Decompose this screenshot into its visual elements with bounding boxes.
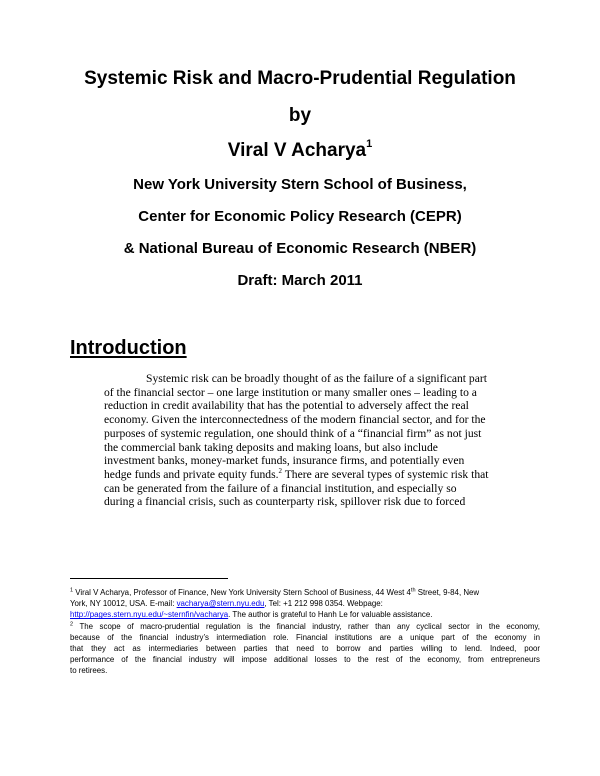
body-line-text: There are several types of systemic risk that: [284, 467, 489, 481]
footnote-1-text: , Tel: +1 212 998 0354. Webpage:: [264, 599, 383, 609]
body-line: during a financial crisis, such as counterparty risk, spillover risk due to forced: [104, 495, 466, 509]
footnote-2-marker: 2: [70, 620, 74, 627]
footnote-1-line: [70, 587, 540, 598]
footnote-2-line: to retirees.: [70, 666, 108, 676]
affiliation-nyu: New York University Stern School of Business,: [133, 176, 467, 193]
footnote-ref-2[interactable]: 2: [278, 467, 283, 476]
body-line: investment banks, money-market funds, insurance firms, and potentially even: [104, 454, 465, 468]
footnote-separator: [70, 578, 228, 579]
affiliation-nber: & National Bureau of Economic Research (NBER): [123, 240, 477, 257]
footnote-2-line: because of the financial industry’s intermediation role. Financial institutions are a unique part of the economy in: [70, 632, 540, 642]
body-line: economy. Given the interconnectedness of the modern financial sector, and for the: [104, 413, 486, 427]
body-line: reduction in credit availability that has the potential to adversely affect the real: [104, 399, 469, 413]
footnote-2-line: performance of the financial industry will impose additional losses to the rest of the economy, from entrepreneurs: [70, 655, 540, 665]
footnote-1-text: Street, 9-84, New: [417, 588, 480, 597]
footnote-1-text: Viral V Acharya, Professor of Finance, New York University Stern School of Business, 44 West 4: [75, 588, 411, 597]
body-line: purposes of systemic regulation, one should think of a “financial firm” as not just: [104, 426, 482, 440]
footnote-2-text: The scope of macro-prudential regulation is the financial industry, rather than any cyclical sector in the economy,: [79, 621, 540, 631]
footnote-1-line: [70, 598, 540, 609]
body-line: Systemic risk can be broadly thought of as the failure of a significant part: [146, 372, 487, 385]
title-block: [40, 68, 560, 290]
footnote-1-marker: 1: [70, 587, 74, 594]
body-line: [104, 468, 536, 482]
introduction-heading: Introduction: [70, 337, 187, 359]
affiliation-cepr: Center for Economic Policy Research (CEPR): [138, 208, 462, 225]
body-line: can be generated from the failure of a financial institution, and especially so: [104, 481, 457, 495]
author-email-link[interactable]: vacharya@stern.nyu.edu: [176, 599, 265, 609]
footnote-1-th: th: [410, 587, 416, 594]
body-line: the commercial bank taking deposits and making loans, but also include: [104, 440, 438, 454]
paper-title: Systemic Risk and Macro-Prudential Regulation: [84, 68, 516, 89]
footnote-1-line: [70, 609, 540, 620]
body-line: of the financial sector – one large institution or many smaller ones – leading to a: [104, 385, 477, 399]
author-footnote-marker[interactable]: 1: [366, 137, 373, 150]
body-line-text: hedge funds and private equity funds.: [104, 467, 279, 481]
author-name: [40, 137, 560, 162]
introduction-paragraph: [104, 372, 536, 509]
by-line: by: [288, 105, 312, 126]
footnote-1-text: York, NY 10012, USA. E-mail:: [70, 599, 175, 609]
footnote-2-line: that they act as intermediaries between parties that need to borrow and parties willing to lend. Indeed, poor: [70, 644, 540, 654]
footnote-1-text: . The author is grateful to Hanh Le for valuable assistance.: [228, 610, 433, 620]
footnotes: [70, 587, 540, 677]
footnote-2-line: [70, 621, 540, 632]
author-webpage-link[interactable]: http://pages.stern.nyu.edu/~sternfin/vacharya: [70, 610, 229, 620]
author-name-text: Viral V Acharya: [227, 140, 367, 161]
draft-date: Draft: March 2011: [237, 272, 363, 289]
